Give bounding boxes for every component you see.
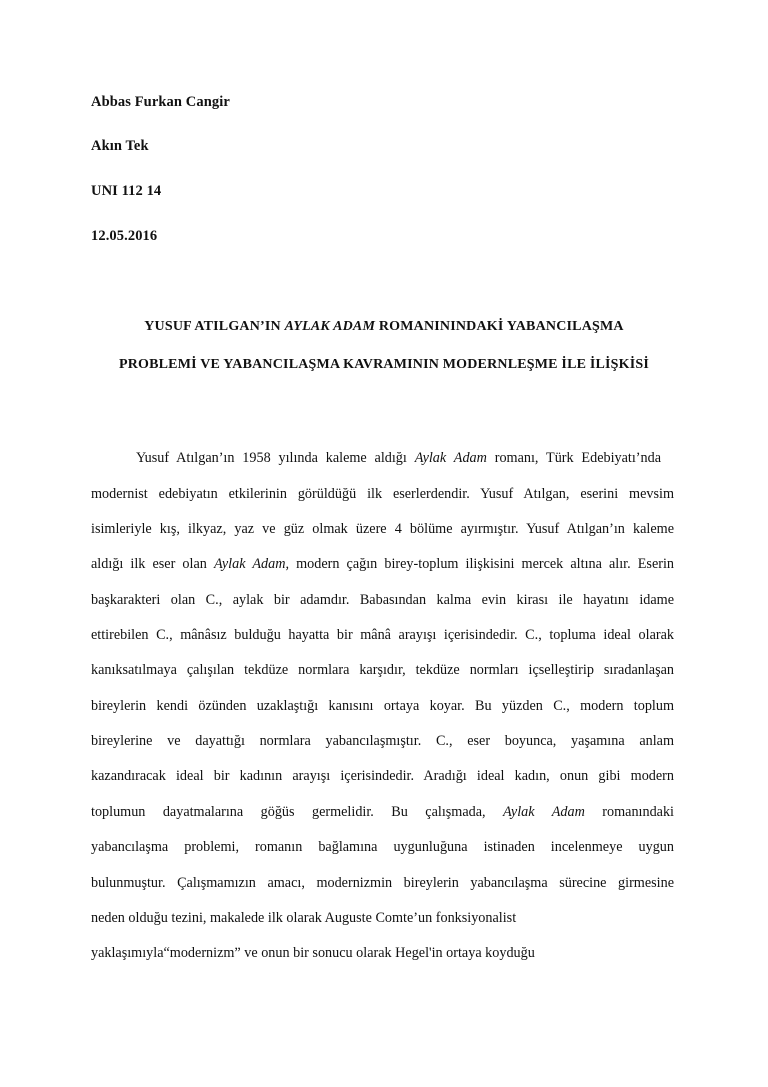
paragraph-line: yaklaşımıyla“modernizm” ve onun bir sonucu olarak Hegel'in ortaya koyduğu	[91, 945, 535, 961]
paragraph-line	[91, 556, 674, 573]
author-name: Abbas Furkan Cangir	[91, 94, 230, 110]
paragraph-line: yabancılaşma problemi, romanın bağlamına uygunluğuna istinaden incelenmeye uygun	[91, 839, 674, 855]
paragraph-line: kazandıracak ideal bir kadının arayışı içerisindedir. Aradığı ideal kadın, onun gibi modern	[91, 768, 674, 784]
title-prefix: YUSUF ATILGAN’IN	[144, 319, 281, 334]
paragraph-line	[91, 804, 674, 821]
text-span: romanı, Türk Edebiyatı’nda	[494, 450, 662, 466]
italic-span: Aylak Adam	[414, 450, 487, 466]
text-span: romanındaki	[602, 804, 675, 820]
course-code: UNI 112 14	[91, 183, 162, 199]
paragraph-line: bireylerin kendi özünden uzaklaştığı kanısını ortaya koyar. Bu yüzden C., modern toplum	[91, 698, 674, 714]
paragraph-line: bireylerine ve dayattığı normlara yabancılaşmıştır. C., eser boyunca, yaşamına anlam	[91, 733, 674, 749]
text-span: toplumun dayatmalarına göğüs germelidir. Bu çalışmada,	[91, 804, 486, 820]
document-date: 12.05.2016	[91, 228, 158, 244]
paragraph-line: modernist edebiyatın etkilerinin görüldüğü ilk eserlerdendir. Yusuf Atılgan, eserini mevsim	[91, 486, 674, 502]
paragraph-line: neden olduğu tezini, makalede ilk olarak Auguste Comte’un fonksiyonalist	[91, 910, 517, 926]
paragraph-line: isimleriyle kış, ilkyaz, yaz ve güz olmak üzere 4 bölüme ayırmıştır. Yusuf Atılgan’ın kaleme	[91, 521, 674, 537]
instructor-name: Akın Tek	[91, 138, 149, 154]
paragraph-line: kanıksatılmaya çalışılan tekdüze normlara karşıdır, tekdüze normları içselleştirip sıradanlaşan	[91, 662, 674, 678]
text-span: aldığı ilk eser olan	[91, 556, 207, 572]
text-span: modern çağın birey-toplum ilişkisini mercek altına alır. Eserin	[296, 556, 675, 572]
title-suffix: ROMANININDAKİ YABANCILAŞMA	[378, 319, 624, 334]
title-line-1	[0, 319, 768, 335]
paragraph-line: ettirebilen C., mânâsız bulduğu hayatta bir mânâ arayışı içerisindedir. C., topluma ideal olarak	[91, 627, 674, 643]
italic-span: Aylak Adam,	[213, 556, 289, 572]
paragraph-line: başkarakteri olan C., aylak bir adamdır. Babasından kalma evin kirası ile hayatını idame	[91, 592, 674, 608]
title-line-2: PROBLEMİ VE YABANCILAŞMA KAVRAMININ MODERNLEŞME İLE İLİŞKİSİ	[118, 357, 650, 372]
paragraph-line: bulunmuştur. Çalışmamızın amacı, modernizmin bireylerin yabancılaşma sürecine girmesine	[91, 875, 674, 891]
title-novel-name: AYLAK ADAM	[284, 319, 376, 334]
italic-span: Aylak Adam	[503, 804, 585, 820]
paragraph-line	[136, 450, 661, 467]
text-span: Yusuf Atılgan’ın 1958 yılında kaleme aldığı	[136, 450, 407, 466]
